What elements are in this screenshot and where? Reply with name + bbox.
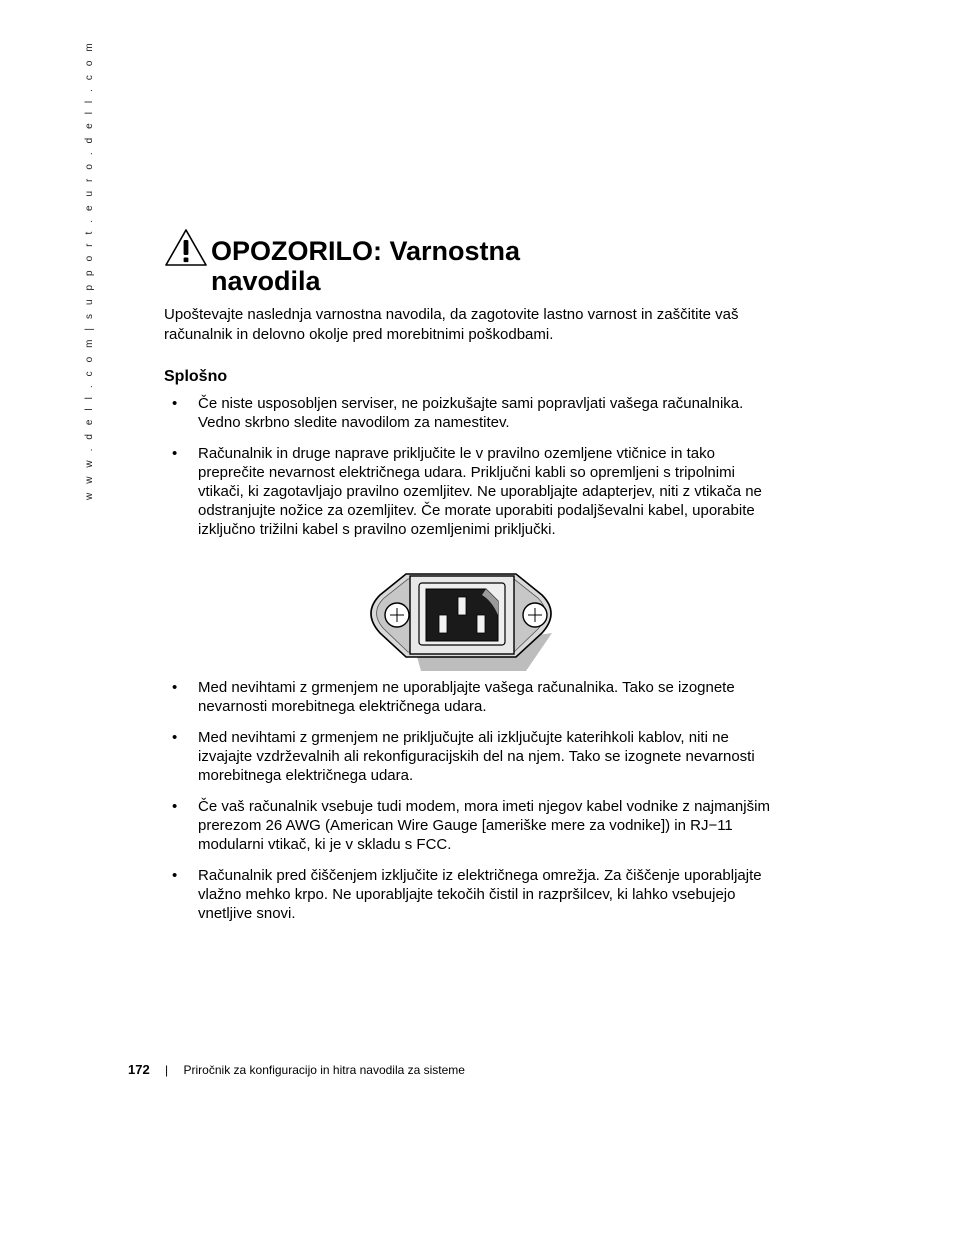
list-item: • Med nevihtami z grmenjem ne priključujte ali izključujte katerihkoli kablov, niti ne izvajajte vzdrževalnih ali rekonfiguracijskih del na njem. Tako se izognete nevarnosti morebitnega električnega udara. <box>164 728 784 785</box>
list-item: • Med nevihtami z grmenjem ne uporabljajte vašega računalnika. Tako se izognete nevarnosti morebitnega električnega udara. <box>164 678 784 716</box>
power-connector-illustration <box>366 571 558 673</box>
page-title <box>211 236 520 296</box>
page-footer <box>128 1062 465 1077</box>
page-number: 172 <box>128 1062 150 1077</box>
book-title: Priročnik za konfiguracijo in hitra navodila za sisteme <box>183 1063 465 1077</box>
bullet-list-continued <box>164 678 784 935</box>
list-item: • Če niste usposobljen serviser, ne poizkušajte sami popravljati vašega računalnika. Vedno skrbno sledite navodilom za namestitev. <box>164 394 784 432</box>
bullet-list-general <box>164 394 784 551</box>
section-heading: Splošno <box>164 368 228 385</box>
list-item: • Računalnik in druge naprave priključite le v pravilno ozemljene vtičnice in tako preprečite nevarnost električnega udara. Priključni kabli so opremljeni s tripolnimi vtikači, ki zagotavljajo pravilno ozemljitev. Ne uporabljajte adapterjev, niti z vtikača ne odstranjujte nožice za ozemljitev. Če morate uporabiti podaljševalni kabel, uporabite izključno trižilni kabel s pravilno ozemljenimi priključki. <box>164 444 784 539</box>
warning-triangle-icon <box>164 228 208 268</box>
list-item: • Če vaš računalnik vsebuje tudi modem, mora imeti njegov kabel vodnike z najmanjšim prerezom 26 AWG (American Wire Gauge [ameriške mere za vodnike]) in RJ−11 modularni vtikač, ki je v skladu s FCC. <box>164 797 784 854</box>
sidebar-url: w w w . d e l l . c o m | s u p p o r t . e u r o . d e l l . c o m <box>84 40 95 500</box>
list-item: • Računalnik pred čiščenjem izključite iz električnega omrežja. Za čiščenje uporabljajte vlažno mehko krpo. Ne uporabljajte tekočih čistil in razpršilcev, ki lahko vsebujejo vnetljive snovi. <box>164 866 784 923</box>
title-line-2: navodila <box>211 266 321 296</box>
intro-paragraph: Upoštevajte naslednja varnostna navodila, da zagotovite lastno varnost in zaščitite vaš računalnik in delovno okolje pred morebitnimi poškodbami. <box>164 306 739 343</box>
title-line-1: OPOZORILO: Varnostna <box>211 236 521 266</box>
footer-separator: | <box>165 1063 169 1077</box>
